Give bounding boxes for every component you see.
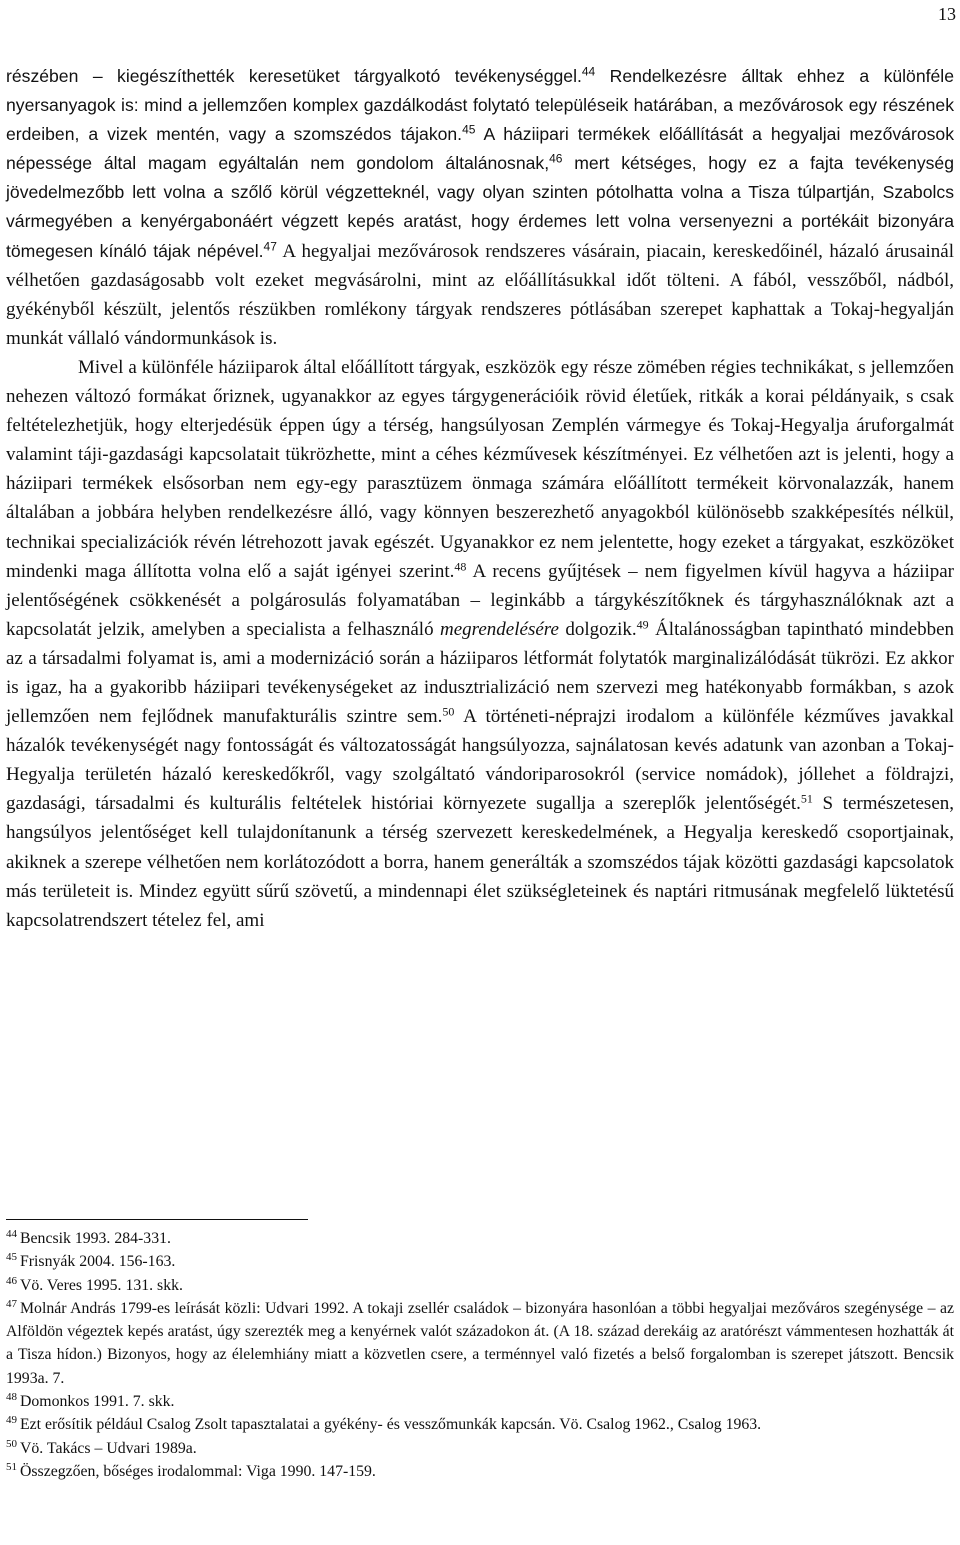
footnote-number: 47: [6, 1297, 17, 1310]
text-span: Mivel a különféle háziiparok által előállított tárgyak, eszközök egy része zömében régies technikákat, s jellemzően nehezen változó formákat őriznek, ugyanakkor az egyes tárgygenerációik rövid életűek, ritkák a korai példányaik, s csak feltételezhetjük, hogy elterjedésük éppen úgy a térség, hangsúlyosan Zemplén vármegye és Tokaj-Hegyalja áruforgalmát valamint táji-gazdasági kapcsolatait tükrözhette, mint a céhes kézművesek készítményei. Ez vélhetően azt is jelenti, hogy a háziipari termékek elsősorban nem egy-egy parasztüzem önmaga számára előállított termékeit körvonalazzák, hanem általában a jobbára helyben rendelkezésre álló, vagy könnyen beszerezhető anyagokból különösebb szakképesítés nélkül, technikai specializációk révén létrehozott javak egészét. Ugyanakkor ez nem jelentette, hogy ezeket a tárgyakat, eszközöket mindenki maga állította volna elő a saját igényei szerint.: [6, 356, 954, 582]
footnote-text: Vö. Veres 1995. 131. skk.: [20, 1276, 183, 1294]
footnote-text: Frisnyák 2004. 156-163.: [20, 1253, 176, 1271]
footnote-47: [6, 1297, 954, 1390]
footnote-number: 50: [6, 1437, 17, 1450]
main-text: [6, 62, 954, 935]
footnote-ref-48[interactable]: 48: [454, 559, 467, 573]
text-span: részében – kiegészíthették keresetüket tárgyalkotó tevékenységgel.: [6, 66, 582, 86]
page-number: 13: [938, 4, 956, 24]
text-span: A háziipari termékek előállítását a hegyaljai mezővárosok népessége által magam egyáltalán nem gondolom általánosnak,: [6, 124, 954, 174]
footnote-44: [6, 1227, 954, 1250]
footnote-text: Ezt erősítik például Csalog Zsolt tapasztalatai a gyékény- és vesszőmunkák kapcsán. Vö. Csalog 1962., Csalog 1963.: [20, 1416, 762, 1434]
text-span: A történeti-néprajzi irodalom a különféle kézműves javakkal házalók tevékenységét nagy fontosságát és változatosságát hangsúlyozza, sajnálatosan kevés adatunk van azonban a Tokaj-Hegyalja területén házaló kereskedőkről, vagy szolgáltató vándoriparosokról (service nomádok), jóllehet a földrajzi, gazdasági, társadalmi és kulturális feltételek históriai környezete sugallja a szereplők jelentőségét.: [6, 706, 954, 815]
footnote-ref-45[interactable]: 45: [462, 122, 476, 137]
footnote-number: 44: [6, 1227, 17, 1240]
footnote-text: Domonkos 1991. 7. skk.: [20, 1393, 175, 1411]
footnote-ref-51[interactable]: 51: [800, 791, 813, 806]
text-span: mert kétséges, hogy ez a fajta tevékenység jövedelmezőbb lett volna a szőlő körül végzetteknél, vagy olyan szinten pótolhatta volna a Tisza túlpartján, Szabolcs vármegyében a kenyérgabonáért végzett kepés aratást, hogy érdemes lett volna versenyezni a portékáit bizonyára tömegesen kínáló tájak népével.: [6, 153, 954, 261]
footnote-51: [6, 1460, 954, 1483]
footnote-48: [6, 1390, 954, 1413]
footnote-number: 48: [6, 1391, 17, 1404]
text-span: Rendelkezésre álltak ehhez a különféle nyersanyagok is: mind a jellemzően komplex gazdálkodást folytató településeik határában, a mezővárosok egy részének erdeiben, a vizek mentén, vagy a szomszédos tájakon.: [6, 66, 954, 145]
text-span: Általánosságban tapintható mindebben az a társadalmi folyamat is, ami a modernizáció során a háziiparos létformát folytatók marginalizálódását tükrözi. Ez akkor is igaz, ha a gyakoribb háziipari tevékenységeket az indusztrializáció nem szervezi meg hatékonyabb formákban, s azok jellemzően nem fejlődnek manufakturális szintre sem.: [6, 618, 954, 728]
footnote-ref-47[interactable]: 47: [263, 238, 277, 253]
paragraph-2: [6, 353, 954, 935]
text-span: dolgozik.: [558, 618, 637, 640]
footnote-ref-44[interactable]: 44: [581, 64, 596, 79]
footnote-number: 49: [6, 1414, 17, 1427]
paragraph-1: [6, 62, 954, 353]
footnote-separator: [6, 1219, 308, 1220]
footnote-number: 51: [6, 1460, 17, 1473]
footnote-text: Molnár András 1799-es leírását közli: Udvari 1992. A tokaji zsellér családok – bizonyára hasonlóan a többi hegyaljai mezőváros szegénysége – az Alföldön végeztek kepés aratást, úgy szerezték meg a kenyérnek valót századokon át. (A 18. század derekáig az aratórészt vámmentesen hozhatták át a Tisza hídon.) Bizonyos, hogy az élelemhiány miatt a közvetlen csere, a terménnyel való fizetés a belső forgalomban is szerepet játszott. Bencsik 1993a. 7.: [6, 1299, 954, 1387]
footnote-text: Összegzően, bőséges irodalommal: Viga 1990. 147-159.: [20, 1462, 376, 1480]
footnote-45: [6, 1250, 954, 1273]
footnote-text: Vö. Takács – Udvari 1989a.: [20, 1439, 197, 1457]
footnote-number: 45: [6, 1251, 17, 1264]
italic-term: megrendelésére: [440, 618, 559, 640]
text-span: A recens gyűjtések – nem figyelmen kívül hagyva a háziipar jelentőségének csökkenését a polgárosulás folyamatában – leginkább a tárgykészítőknek és tárgyhasználóknak azt a kapcsolatát jelzik, amelyben a specialista a felhasználó: [6, 560, 954, 640]
footnote-46: [6, 1274, 954, 1297]
text-span: A hegyaljai mezővárosok rendszeres vásárain, piacain, kereskedőinél, házaló árusainál vélhetően gazdaságosabb volt ezeket megvásárolni, mint az előállításukkal időt tölteni. A fából, vesszőből, nádból, gyékényből készült, jelentős részükben romlékony tárgyak rendszeres pótlásában szerepet kaphattak a Tokaj-hegyalján munkát vállaló vándormunkások is.: [6, 240, 954, 349]
footnote-ref-46[interactable]: 46: [549, 151, 563, 166]
footnotes: [6, 1227, 954, 1483]
footnote-ref-50[interactable]: 50: [442, 704, 455, 719]
footnote-number: 46: [6, 1274, 17, 1287]
footnote-ref-49[interactable]: 49: [636, 617, 649, 632]
text-span: S természetesen, hangsúlyos jelentőséget kell tulajdonítanunk a térség szervezett kereskedelmének, a Hegyalja kereskedő csoportjainak, akiknek a szerepe vélhetően nem korlátozódott a borra, hanem generálták a szomszédos tájak közötti gazdasági kapcsolatok más területeit is. Mindez együtt sűrű szövetű, a mindennapi élet szükségleteinek és naptári ritmusának megfelelő lüktetésű kapcsolatrendszert tételez fel, ami: [6, 793, 954, 931]
footnote-49: [6, 1413, 954, 1436]
footnote-50: [6, 1437, 954, 1460]
footnote-text: Bencsik 1993. 284-331.: [20, 1230, 171, 1247]
